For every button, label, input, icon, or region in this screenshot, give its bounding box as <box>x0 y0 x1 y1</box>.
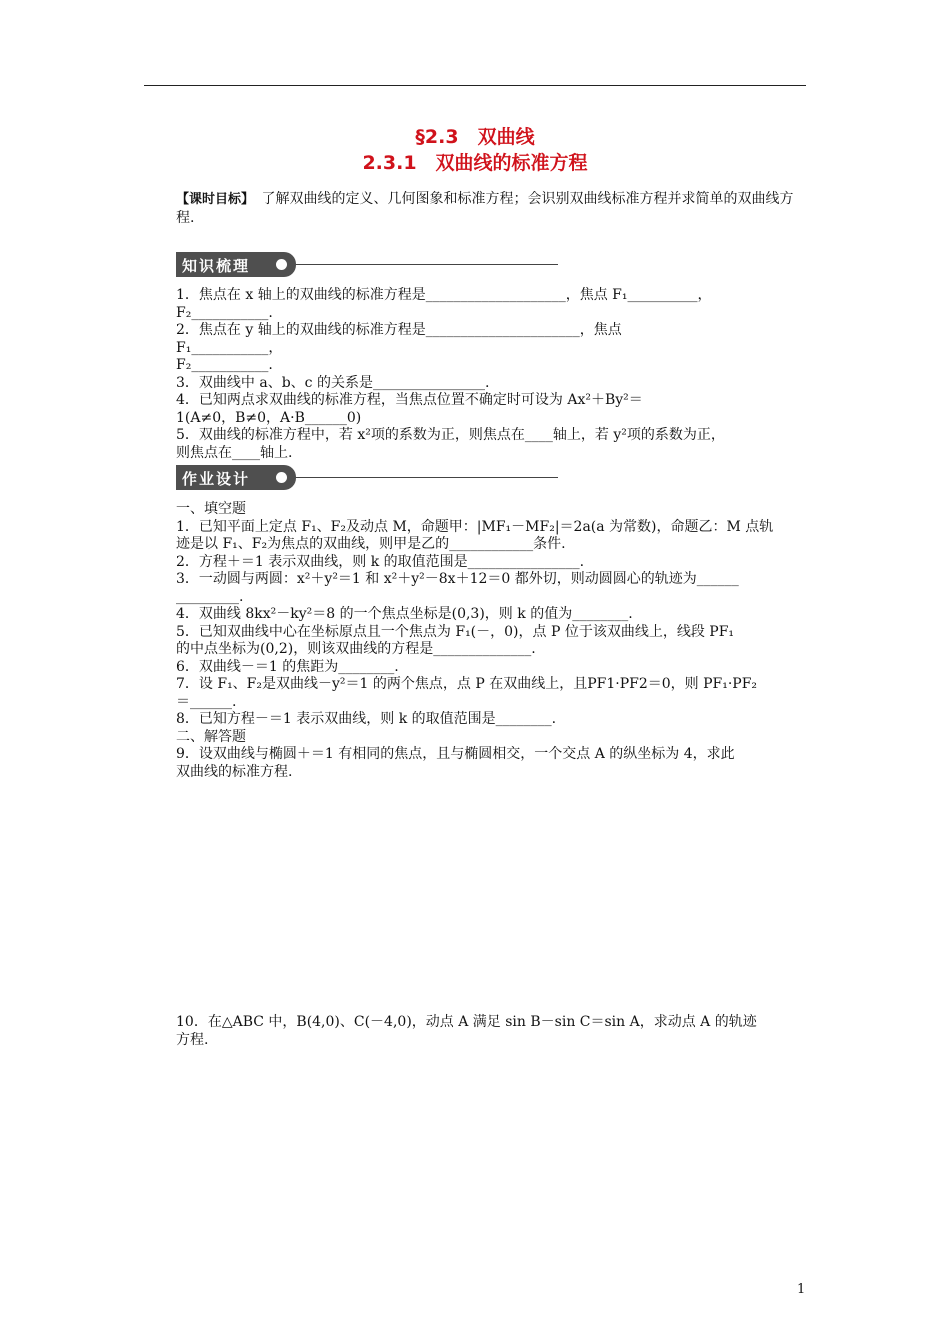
homework-section-header <box>176 465 558 490</box>
homework-line: 一、填空题 <box>176 501 246 517</box>
bullet-dot-icon <box>276 472 287 483</box>
knowledge-line: F₂___________. <box>176 304 273 321</box>
page-number: 1 <box>797 1282 806 1297</box>
knowledge-line: 2．焦点在 y 轴上的双曲线的标准方程是______________________，焦点 <box>176 322 622 338</box>
section-title: §2.3 双曲线 <box>415 126 535 148</box>
knowledge-line: F₂___________. <box>176 357 273 373</box>
knowledge-line: F₁___________， <box>176 339 283 356</box>
knowledge-line: 4．已知两点求双曲线的标准方程，当焦点位置不确定时可设为 Ax²＋By²＝ <box>176 392 643 408</box>
homework-line: 8．已知方程－＝1 表示双曲线，则 k 的取值范围是________. <box>176 711 557 727</box>
homework-line: 二、解答题 <box>176 728 246 745</box>
homework-line: 9．设双曲线与椭圆＋＝1 有相同的焦点，且与椭圆相交，一个交点 A 的纵坐标为 4，求此 <box>176 746 735 762</box>
homework-line: _________. <box>176 588 244 605</box>
problem-line: 方程. <box>176 1031 209 1048</box>
knowledge-line: 5．双曲线的标准方程中，若 x²项的系数为正，则焦点在____轴上，若 y²项的系数为正， <box>176 427 725 443</box>
knowledge-line: 1(A≠0，B≠0，A·B______0) <box>176 409 362 426</box>
lesson-objective <box>176 190 806 228</box>
homework-line: 2．方程＋＝1 表示双曲线，则 k 的取值范围是________________. <box>176 553 585 570</box>
homework-line: 6．双曲线－＝1 的焦距为________. <box>176 658 399 675</box>
subsection-title: 2.3.1 双曲线的标准方程 <box>362 152 588 174</box>
knowledge-line: 则焦点在____轴上. <box>176 444 293 461</box>
homework-line: 1．已知平面上定点 F₁、F₂及动点 M，命题甲：|MF₁－MF₂|＝2a(a 为常数)，命题乙：M 点轨 <box>176 518 774 535</box>
section-rule <box>296 477 558 478</box>
homework-line: 双曲线的标准方程. <box>176 763 293 780</box>
knowledge-line: 1．焦点在 x 轴上的双曲线的标准方程是____________________，焦点 F₁__________， <box>176 287 712 303</box>
knowledge-section-header <box>176 252 558 277</box>
homework-line: 7．设 F₁、F₂是双曲线－y²＝1 的两个焦点，点 P 在双曲线上，且PF1·PF2＝0，则 PF₁·PF₂ <box>176 676 758 692</box>
problem-line: 10．在△ABC 中，B(4,0)、C(－4,0)，动点 A 满足 sin B－sin C＝sin A，求动点 A 的轨迹 <box>176 1014 757 1030</box>
homework-line: 3．一动圆与两圆：x²＋y²＝1 和 x²＋y²－8x＋12＝0 都外切，则动圆圆心的轨迹为______ <box>176 571 739 587</box>
homework-line: 5．已知双曲线中心在坐标原点且一个焦点为 F₁(－，0)，点 P 位于该双曲线上，线段 PF₁ <box>176 623 735 640</box>
homework-line: 迹是以 F₁、F₂为焦点的双曲线，则甲是乙的____________条件. <box>176 536 566 552</box>
homework-line: 的中点坐标为(0,2)，则该双曲线的方程是______________. <box>176 641 536 657</box>
objective-label: 【课时目标】 <box>176 192 248 207</box>
homework-list <box>176 501 806 781</box>
knowledge-list <box>176 287 806 462</box>
objective-text: 了解双曲线的定义、几何图象和标准方程；会识别双曲线标准方程并求简单的双曲线方程. <box>176 191 794 226</box>
knowledge-line: 3．双曲线中 a、b、c 的关系是________________. <box>176 374 490 391</box>
top-rule <box>144 85 806 86</box>
bullet-dot-icon <box>276 259 287 270</box>
section-rule <box>296 264 558 265</box>
homework-line: 4．双曲线 8kx²－ky²＝8 的一个焦点坐标是(0,3)，则 k 的值为________. <box>176 606 633 622</box>
homework-line: ＝______. <box>176 693 237 710</box>
problem-10 <box>176 1014 806 1049</box>
knowledge-section-label: 知识梳理 <box>182 257 251 275</box>
homework-section-label: 作业设计 <box>182 470 251 488</box>
